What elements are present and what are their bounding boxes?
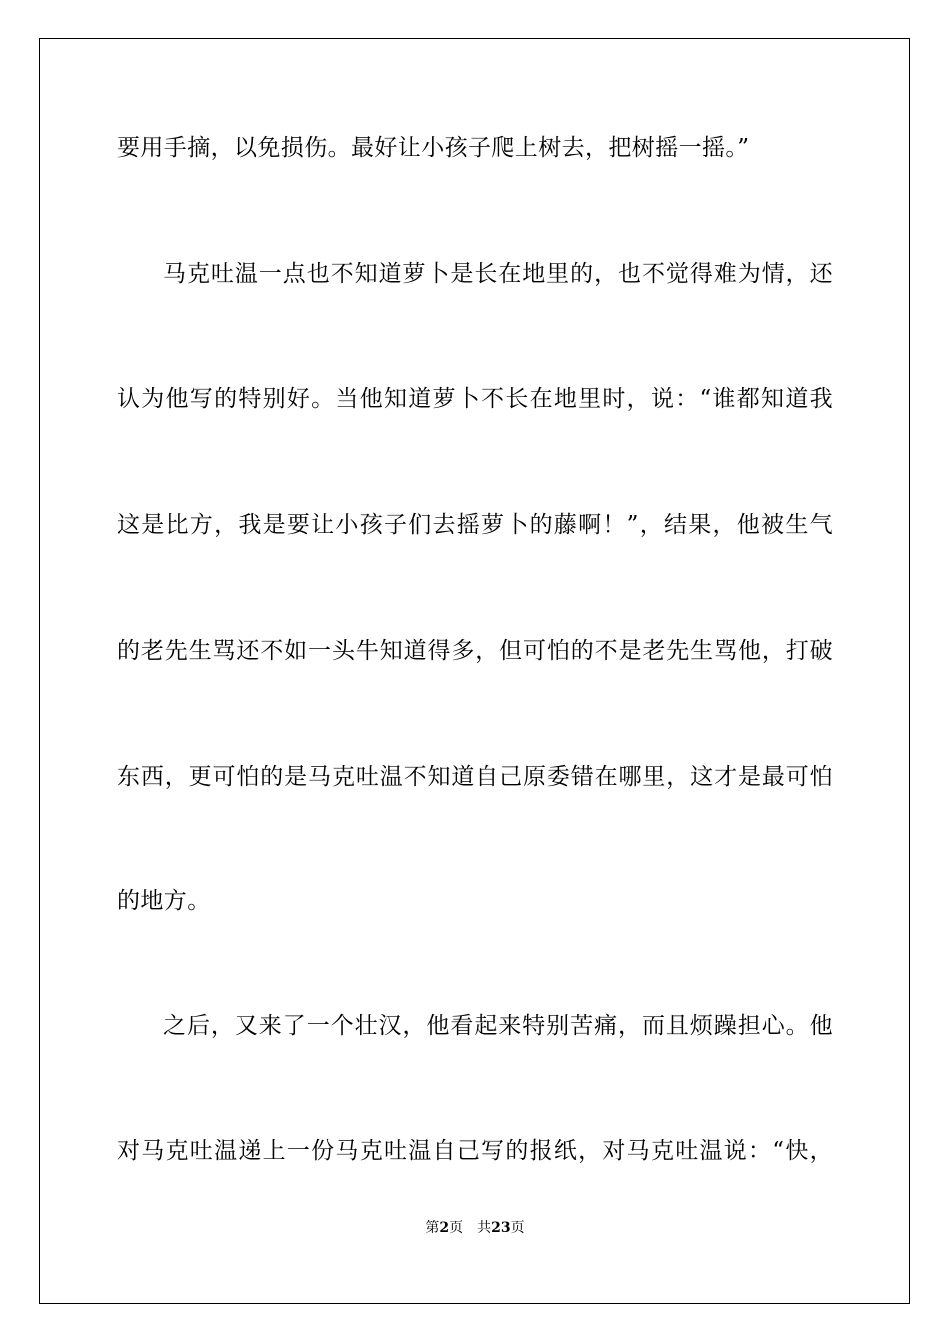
text-line-9: 对马克吐温递上一份马克吐温自己写的报纸，对马克吐温说：“快， bbox=[117, 1138, 833, 1164]
footer-page-suffix: 页 bbox=[449, 1220, 464, 1236]
page-footer bbox=[0, 1219, 950, 1237]
footer-total-number: 23 bbox=[491, 1220, 511, 1236]
text-line-1: 要用手摘，以免损伤。最好让小孩子爬上树去，把树摇一摇。” bbox=[117, 135, 750, 161]
footer-total-suffix: 页 bbox=[510, 1220, 525, 1236]
text-line-4: 这是比方，我是要让小孩子们去摇萝卜的藤啊！”，结果，他被生气 bbox=[117, 512, 833, 538]
text-line-8: 之后，又来了一个壮汉，他看起来特别苦痛，而且烦躁担心。他 bbox=[163, 1013, 833, 1039]
footer-total-prefix: 共 bbox=[477, 1220, 492, 1236]
text-line-3: 认为他写的特别好。当他知道萝卜不长在地里时，说：“谁都知道我 bbox=[117, 386, 833, 412]
text-line-2: 马克吐温一点也不知道萝卜是长在地里的，也不觉得难为情，还 bbox=[163, 261, 833, 287]
text-line-5: 的老先生骂还不如一头牛知道得多，但可怕的不是老先生骂他，打破 bbox=[117, 638, 833, 664]
footer-page-number: 2 bbox=[439, 1220, 450, 1236]
footer-page-prefix: 第 bbox=[425, 1220, 440, 1236]
text-line-6: 东西，更可怕的是马克吐温不知道自己原委错在哪里，这才是最可怕 bbox=[117, 764, 833, 790]
text-line-7: 的地方。 bbox=[117, 888, 211, 914]
page-border bbox=[39, 38, 910, 1304]
